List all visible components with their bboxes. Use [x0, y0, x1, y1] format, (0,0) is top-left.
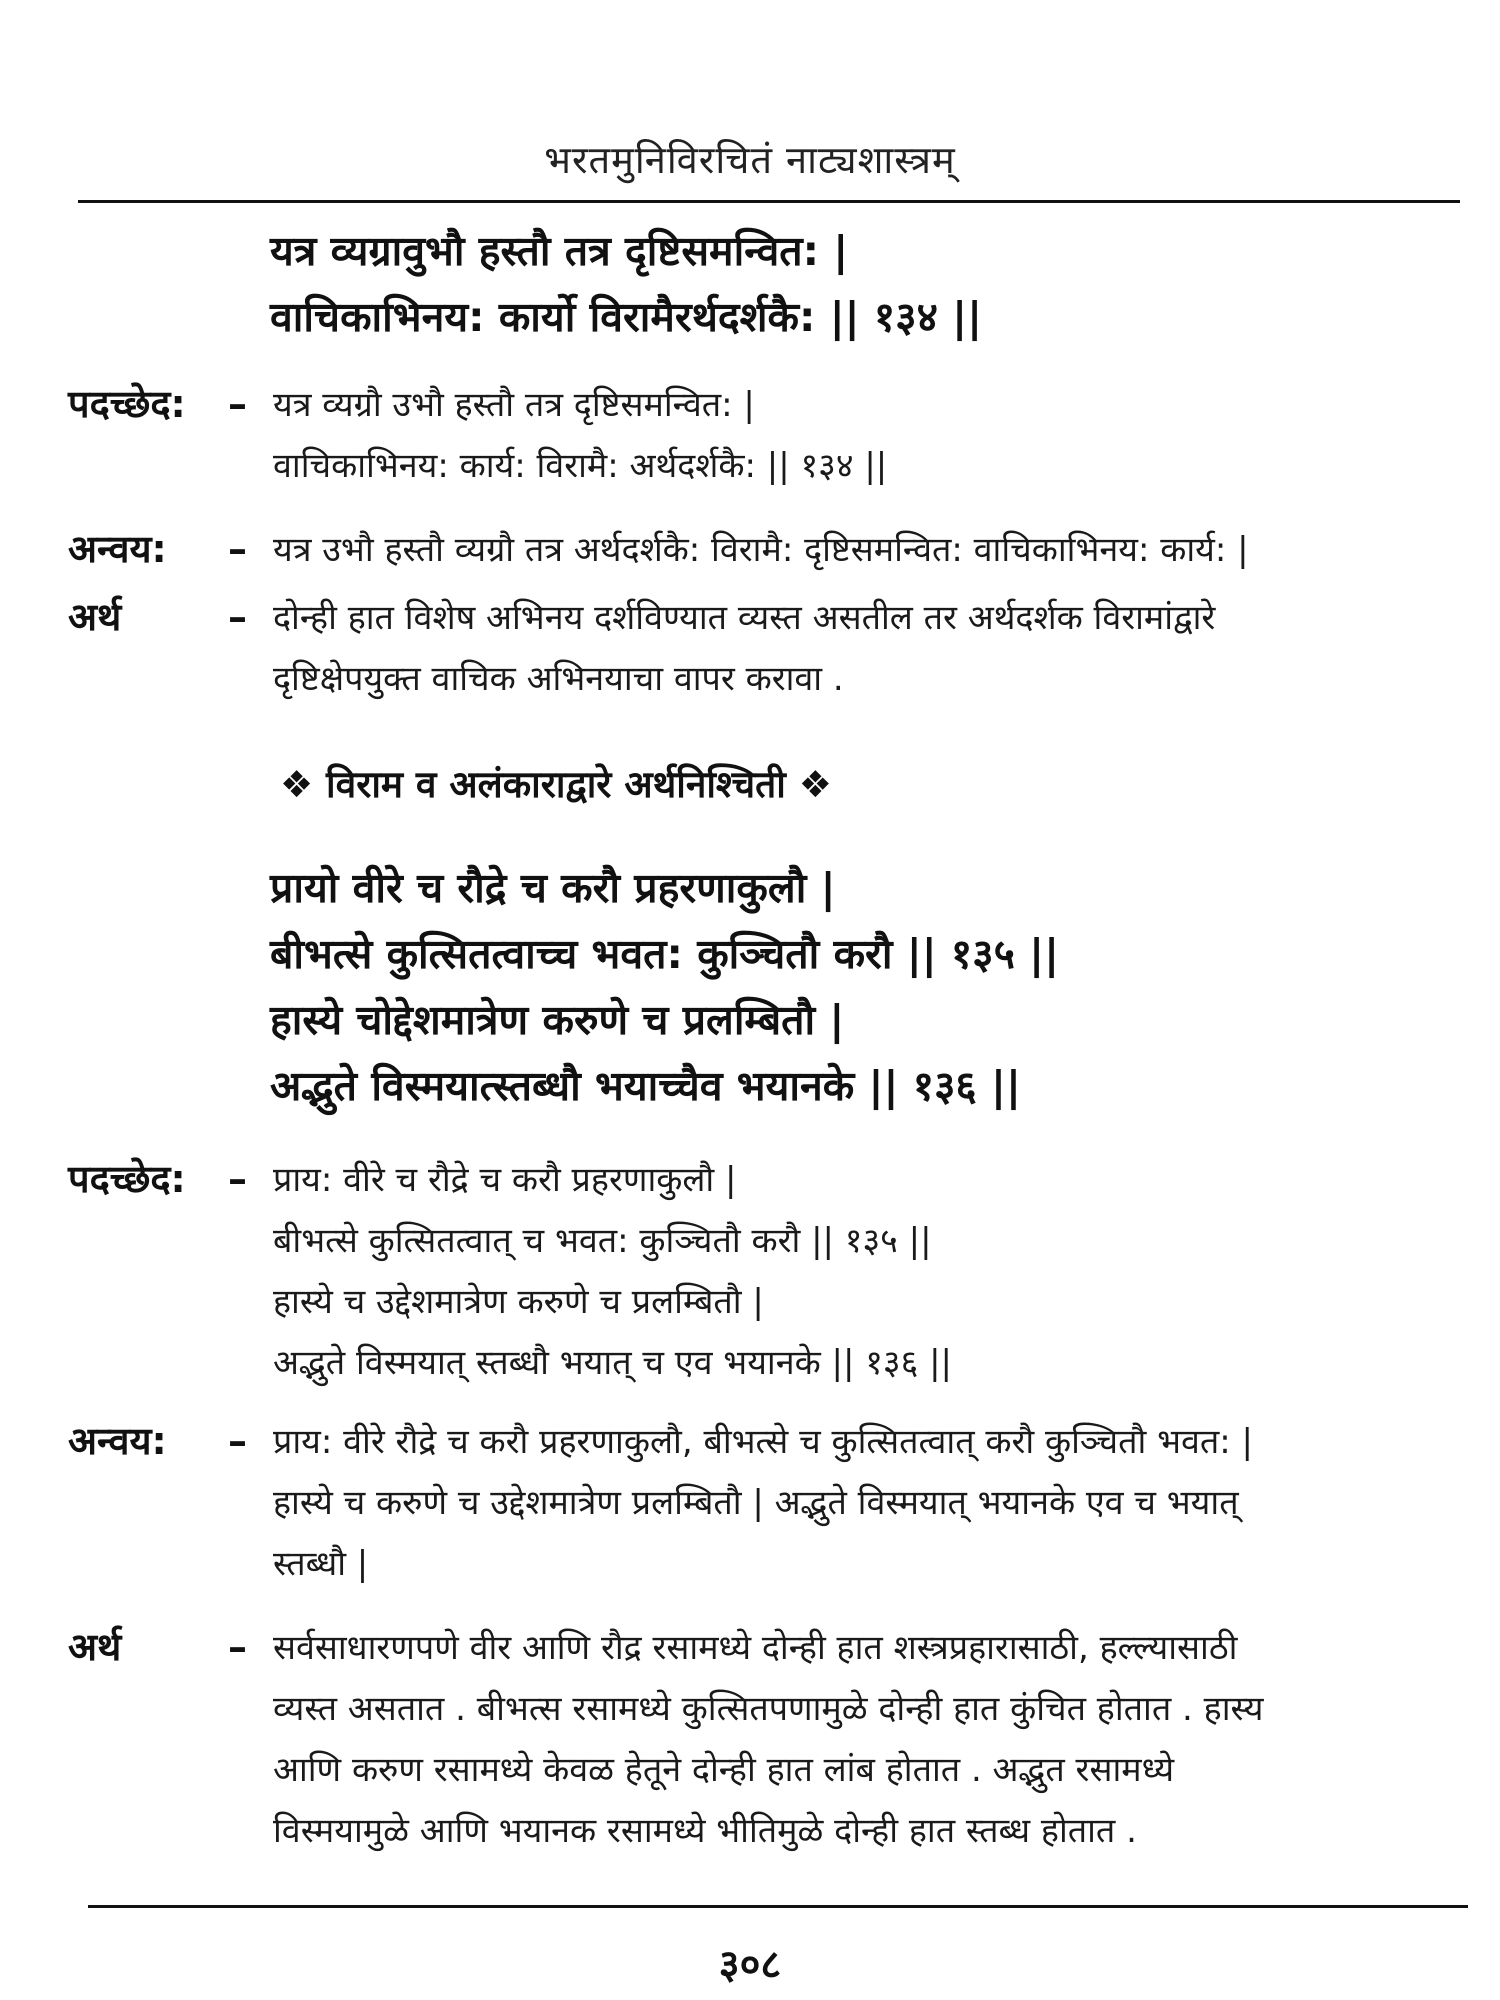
padacched-text — [273, 375, 1460, 497]
padacched-label: पदच्छेद: — [68, 382, 186, 426]
arth-section-134 — [68, 588, 1460, 710]
text-line: बीभत्से कुत्सितत्वात् च भवत: कुञ्चितौ करौ || १३५ || — [273, 1221, 932, 1261]
label-dash: – — [228, 595, 247, 639]
anvay-text — [273, 1412, 1460, 1595]
text-line: दृष्टिक्षेपयुक्त वाचिक अभिनयाचा वापर करावा . — [273, 659, 844, 699]
verse-line: बीभत्से कुत्सितत्वाच्च भवत: कुञ्चितौ करौ || १३५ || — [270, 930, 1060, 978]
padacched-label: पदच्छेद: — [68, 1157, 186, 1201]
verse-134 — [270, 218, 982, 350]
text-line: प्राय: वीरे च रौद्रे च करौ प्रहरणाकुलौ | — [273, 1160, 737, 1200]
text-line: व्यस्त असतात . बीभत्स रसामध्ये कुत्सितपणामुळे दोन्ही हात कुंचित होतात . हास्य — [273, 1689, 1264, 1729]
text-line: विस्मयामुळे आणि भयानक रसामध्ये भीतिमुळे दोन्ही हात स्तब्ध होतात . — [273, 1811, 1137, 1851]
text-line: अद्भुते विस्मयात् स्तब्धौ भयात् च एव भयानके || १३६ || — [273, 1343, 952, 1383]
verse-135-136 — [270, 855, 1059, 1119]
verse-line: यत्र व्यग्रावुभौ हस्तौ तत्र दृष्टिसमन्वित: | — [270, 227, 849, 275]
footer-divider — [88, 1905, 1468, 1908]
anvay-label: अन्वय: — [68, 527, 167, 571]
header-divider — [78, 200, 1460, 203]
padacched-section-135-136 — [68, 1150, 1460, 1394]
text-line: यत्र उभौ हस्तौ व्यग्रौ तत्र अर्थदर्शकै: विरामै: दृष्टिसमन्वित: वाचिकाभिनय: कार्य: | — [273, 530, 1249, 570]
label-dash: – — [228, 1157, 247, 1201]
label-dash: – — [228, 527, 247, 571]
section-heading: ❖ विराम व अलंकाराद्वारे अर्थनिश्चिती ❖ — [280, 763, 832, 806]
padacched-section-134 — [68, 375, 1460, 497]
text-line: आणि करुण रसामध्ये केवळ हेतूने दोन्ही हात लांब होतात . अद्भुत रसामध्ये — [273, 1750, 1175, 1790]
text-line: यत्र व्यग्रौ उभौ हस्तौ तत्र दृष्टिसमन्वित: | — [273, 385, 755, 425]
label-dash: – — [228, 1419, 247, 1463]
anvay-section-135-136 — [68, 1412, 1460, 1595]
padacched-text — [273, 1150, 1460, 1394]
verse-line: अद्भुते विस्मयात्स्तब्धौ भयाच्चैव भयानके || १३६ || — [270, 1062, 1021, 1110]
anvay-section-134 — [68, 520, 1460, 581]
arth-text — [273, 588, 1460, 710]
arth-text — [273, 1618, 1460, 1862]
text-line: हास्ये च उद्देशमात्रेण करुणे च प्रलम्बितौ | — [273, 1282, 764, 1322]
verse-line: वाचिकाभिनय: कार्यो विरामैरर्थदर्शकै: || १३४ || — [270, 293, 983, 341]
arth-label: अर्थ — [68, 1625, 122, 1669]
text-line: प्राय: वीरे रौद्रे च करौ प्रहरणाकुलौ, बीभत्से च कुत्सितत्वात् करौ कुञ्चितौ भवत: | — [273, 1422, 1253, 1462]
arth-label: अर्थ — [68, 595, 122, 639]
verse-line: प्रायो वीरे च रौद्रे च करौ प्रहरणाकुलौ | — [270, 864, 836, 912]
anvay-text — [273, 520, 1460, 581]
text-line: हास्ये च करुणे च उद्देशमात्रेण प्रलम्बितौ | अद्भुते विस्मयात् भयानके एव च भयात् — [273, 1483, 1239, 1523]
text-line: सर्वसाधारणपणे वीर आणि रौद्र रसामध्ये दोन्ही हात शस्त्रप्रहारासाठी, हल्ल्यासाठी — [273, 1628, 1238, 1668]
page-header-title: भरतमुनिविरचितं नाट्यशास्त्रम् — [544, 138, 956, 182]
text-line: वाचिकाभिनय: कार्य: विरामै: अर्थदर्शकै: || १३४ || — [273, 446, 888, 486]
verse-line: हास्ये चोद्देशमात्रेण करुणे च प्रलम्बितौ | — [270, 996, 845, 1044]
label-dash: – — [228, 1625, 247, 1669]
anvay-label: अन्वय: — [68, 1419, 167, 1463]
text-line: स्तब्धौ | — [273, 1544, 369, 1584]
arth-section-135-136 — [68, 1618, 1460, 1862]
page-number: ३०८ — [718, 1942, 782, 1988]
text-line: दोन्ही हात विशेष अभिनय दर्शविण्यात व्यस्त असतील तर अर्थदर्शक विरामांद्वारे — [273, 598, 1216, 638]
label-dash: – — [228, 382, 247, 426]
